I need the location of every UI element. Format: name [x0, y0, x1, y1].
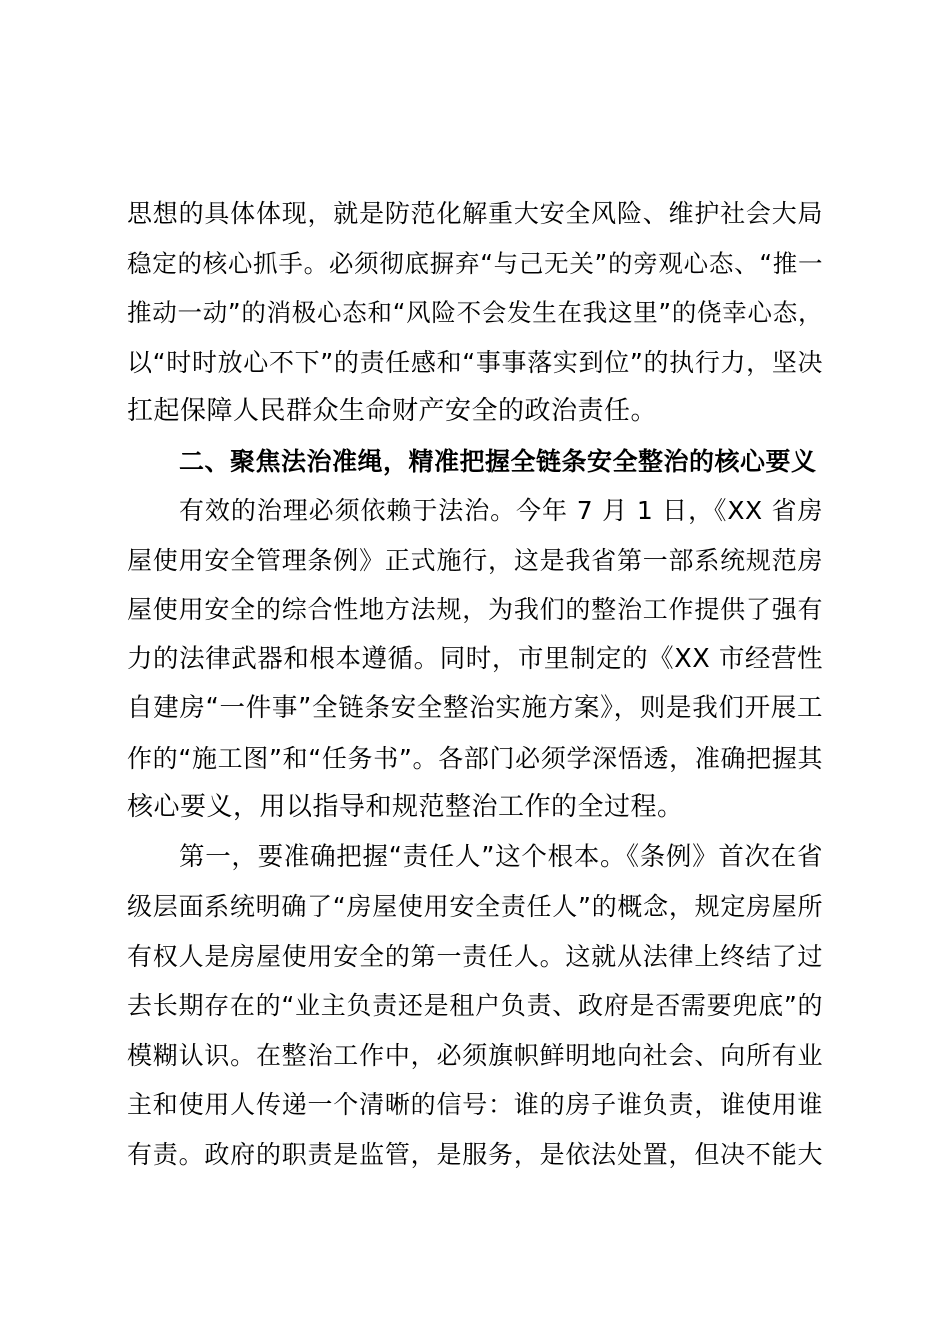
text-line: 有责。政府的职责是监管，是服务，是依法处置，但决不能大 [127, 1139, 823, 1169]
text-line: 自建房“一件事”全链条安全整治实施方案》，则是我们开展工 [127, 693, 823, 723]
text-line: 推动一动”的消极心态和“风险不会发生在我这里”的侥幸心态， [127, 298, 823, 327]
text-line: 第一，要准确把握“责任人”这个根本。《条例》首次在省 [179, 841, 823, 872]
text-line: 屋使用安全管理条例》正式施行，这是我省第一部系统规范房 [127, 545, 823, 575]
paragraph-first-point [127, 833, 823, 1180]
text-line: 有权人是房屋使用安全的第一责任人。这就从法律上终结了过 [127, 941, 823, 971]
document-body [127, 189, 823, 1179]
section-heading-text: 二、聚焦法治准绳，精准把握全链条安全整治的核心要义 [179, 446, 817, 476]
section-heading [127, 437, 823, 487]
text-line: 思想的具体体现，就是防范化解重大安全风险、维护社会大局 [127, 199, 823, 228]
text-line: 屋使用安全的综合性地方法规，为我们的整治工作提供了强有 [127, 595, 823, 624]
text-line: 级层面系统明确了“房屋使用安全责任人”的概念，规定房屋所 [127, 892, 823, 921]
paragraph-responsibility [127, 189, 823, 437]
text-line: 去长期存在的“业主负责还是租户负责、政府是否需要兜底”的 [127, 991, 823, 1020]
text-line: 力的法律武器和根本遵循。同时，市里制定的《XX 市经营性 [127, 643, 823, 674]
text-line: 作的“施工图”和“任务书”。各部门必须学深悟透，准确把握其 [127, 743, 823, 773]
paragraph-rule-of-law [127, 486, 823, 833]
text-line: 主和使用人传递一个清晰的信号：谁的房子谁负责，谁使用谁 [127, 1090, 823, 1119]
text-line: 以“时时放心不下”的责任感和“事事落实到位”的执行力，坚决 [127, 347, 823, 377]
text-line: 稳定的核心抓手。必须彻底摒弃“与己无关”的旁观心态、“推一 [127, 248, 823, 278]
text-line: 有效的治理必须依赖于法治。今年 7 月 1 日，《XX 省房 [179, 496, 823, 525]
text-line: 核心要义，用以指导和规范整治工作的全过程。 [127, 792, 684, 822]
text-line: 扛起保障人民群众生命财产安全的政治责任。 [127, 396, 658, 426]
text-line: 模糊认识。在整治工作中，必须旗帜鲜明地向社会、向所有业 [127, 1040, 823, 1070]
